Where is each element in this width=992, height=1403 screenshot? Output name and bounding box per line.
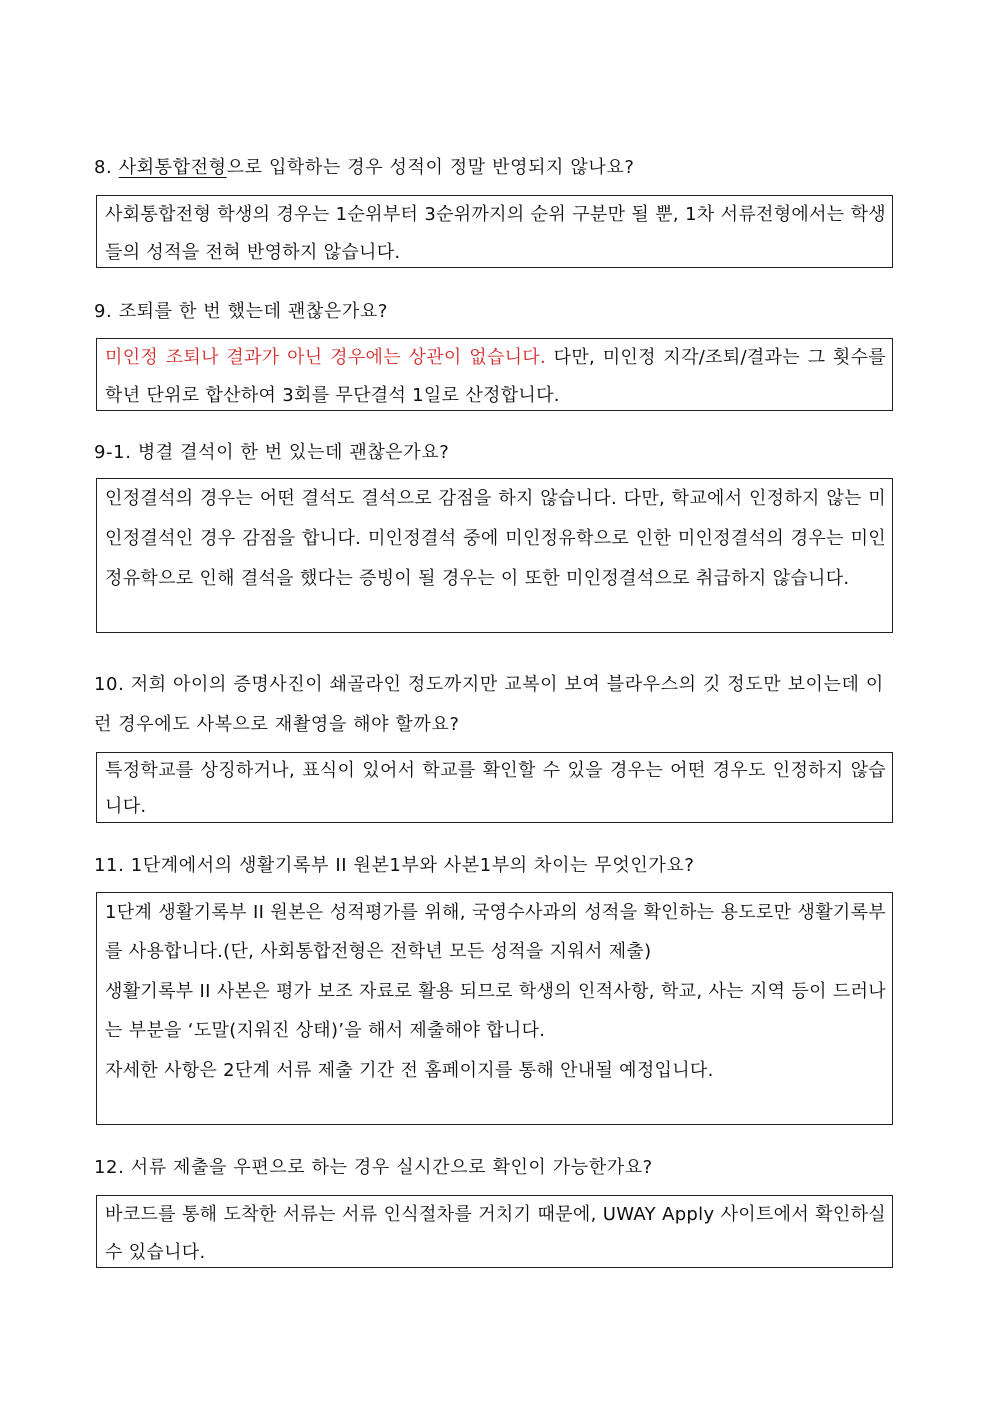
answer-text: 사회통합전형 학생의 경우는 1순위부터 3순위까지의 순위 구분만 될 뿐, 1차 서류전형에서는 학생들의 성적을 전혀 반영하지 않습니다. bbox=[105, 204, 886, 263]
question-11: 11. 1단계에서의 생활기록부 II 원본1부와 사본1부의 차이는 무엇인가요? bbox=[94, 855, 695, 876]
answer-box-9 bbox=[96, 338, 893, 411]
answer-box-11 bbox=[96, 892, 893, 1125]
answer-continuation: 다만, 미인정 지각/조퇴/결과는 그 횟수를 학년 단위로 합산하여 3회를 무단결석 1일로 산정합니다. bbox=[105, 347, 886, 406]
answer-text bbox=[105, 339, 886, 415]
answer-text: 특정학교를 상징하거나, 표식이 있어서 학교를 확인할 수 있을 경우는 어떤 경우도 인정하지 않습니다. bbox=[105, 760, 886, 817]
question-8 bbox=[94, 148, 894, 188]
answer-text: 인정결석의 경우는 어떤 결석도 결석으로 감점을 하지 않습니다. 다만, 학교에서 인정하지 않는 미인정결석인 경우 감점을 합니다. 미인정결석 중에 미인정유학으로 인한 미인정결석의 경우는 미인정유학으로 인해 결석을 했다는 증빙이 될 경우는 이 또한 미인정결석으로 취급하지 않습니다. bbox=[105, 488, 886, 589]
answer-line: 자세한 사항은 2단계 서류 제출 기간 전 홈페이지를 통해 안내될 예정입니다. bbox=[105, 1059, 714, 1081]
answer-box-12 bbox=[96, 1195, 893, 1268]
answer-line: 생활기록부 II 사본은 평가 보조 자료로 활용 되므로 학생의 인적사항, 학교, 사는 지역 등이 드러나는 부분을 ‘도말(지워진 상태)’을 해서 제출해야 합니다. bbox=[105, 980, 886, 1042]
question-10: 10. 저희 아이의 증명사진이 쇄골라인 정도까지만 교복이 보여 블라우스의 깃 정도만 보이는데 이런 경우에도 사복으로 재촬영을 해야 할까요? bbox=[94, 674, 884, 735]
answer-box-8 bbox=[96, 195, 893, 268]
answer-box-9-1 bbox=[96, 478, 893, 633]
answer-text: 바코드를 통해 도착한 서류는 서류 인식절차를 거치기 때문에, UWAY Apply 사이트에서 확인하실 수 있습니다. bbox=[105, 1204, 886, 1263]
answer-line: 1단계 생활기록부 II 원본은 성적평가를 위해, 국영수사과의 성적을 확인하는 용도로만 생활기록부를 사용합니다.(단, 사회통합전형은 전학년 모든 성적을 지워서 제출) bbox=[105, 902, 886, 963]
highlighted-answer: 미인정 조퇴나 결과가 아닌 경우에는 상관이 없습니다. bbox=[105, 347, 547, 368]
question-9-1: 9-1. 병결 결석이 한 번 있는데 괜찮은가요? bbox=[94, 442, 450, 463]
underlined-term: 사회통합전형 bbox=[118, 157, 227, 178]
answer-box-10 bbox=[96, 752, 893, 823]
question-text: 으로 입학하는 경우 성적이 정말 반영되지 않나요? bbox=[226, 157, 635, 178]
question-9: 9. 조퇴를 한 번 했는데 괜찮은가요? bbox=[94, 301, 388, 322]
question-number: 8. bbox=[94, 157, 113, 178]
question-12: 12. 서류 제출을 우편으로 하는 경우 실시간으로 확인이 가능한가요? bbox=[94, 1157, 653, 1178]
